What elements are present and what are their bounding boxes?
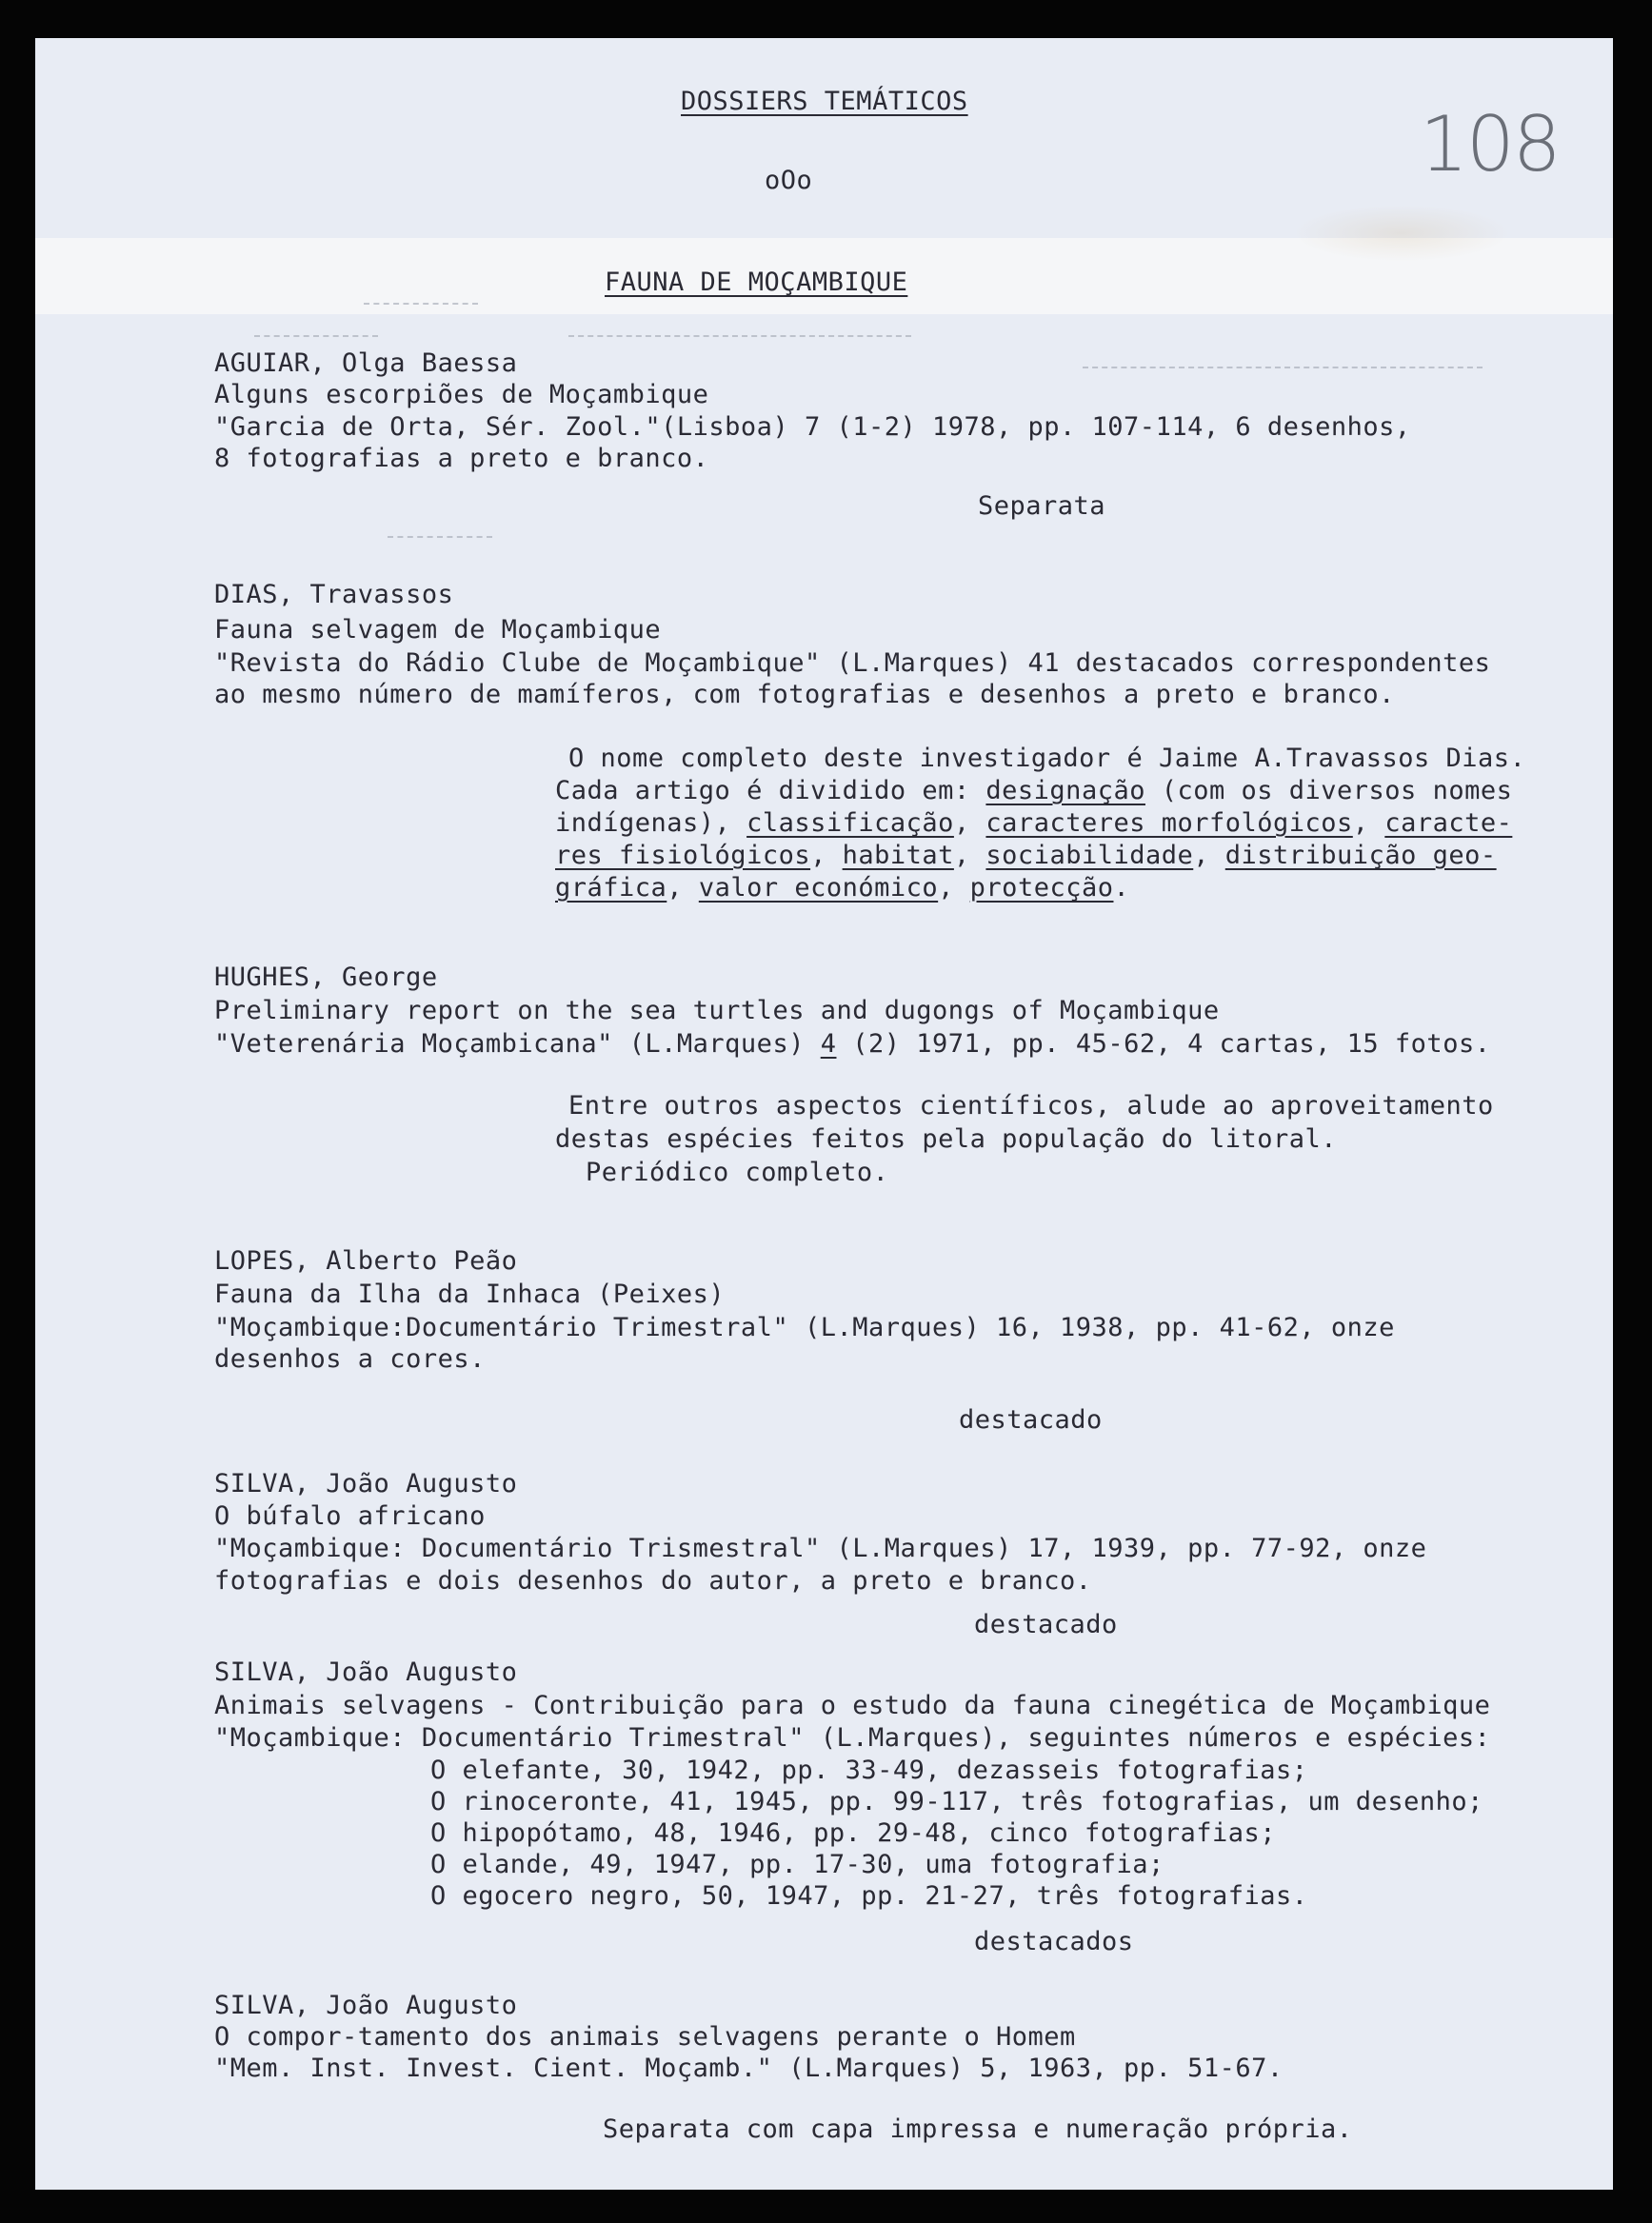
entry-title: Fauna da Ilha da Inhaca (Peixes)	[214, 1280, 726, 1309]
faint-mark	[364, 303, 478, 305]
list-item: O hipopótamo, 48, 1946, pp. 29-48, cinco fotografias;	[430, 1818, 1277, 1848]
list-item: O egocero negro, 50, 1947, pp. 21-27, três fotografias.	[430, 1881, 1308, 1911]
entry-tag: destacado	[974, 1610, 1118, 1639]
entry-reference: desenhos a cores.	[214, 1344, 486, 1374]
header-separator: oOo	[765, 166, 813, 195]
entry-author: DIAS, Travassos	[214, 580, 454, 609]
entry-title: O compor-tamento dos animais selvagens perante o Homem	[214, 2022, 1076, 2052]
entry-author: LOPES, Alberto Peão	[214, 1246, 518, 1276]
header-title: DOSSIERS TEMÁTICOS	[681, 87, 968, 116]
entry-title: Animais selvagens - Contribuição para o estudo da fauna cinegética de Moçambique	[214, 1691, 1491, 1720]
entry-author: SILVA, João Augusto	[214, 1991, 518, 2020]
subject-heading: FAUNA DE MOÇAMBIQUE	[605, 268, 908, 297]
entry-note: Cada artigo é dividido em: designação (com os diversos nomes	[555, 776, 1513, 805]
entry-reference: fotografias e dois desenhos do autor, a preto e branco.	[214, 1566, 1092, 1596]
entry-author: SILVA, João Augusto	[214, 1469, 518, 1499]
entry-title: Alguns escorpiões de Moçambique	[214, 380, 709, 409]
entry-author: HUGHES, George	[214, 963, 438, 992]
entry-author: SILVA, João Augusto	[214, 1657, 518, 1687]
list-item: O elefante, 30, 1942, pp. 33-49, dezasseis fotografias;	[430, 1756, 1308, 1785]
page-number: 108	[1420, 100, 1560, 189]
entry-reference: "Garcia de Orta, Sér. Zool."(Lisboa) 7 (1-2) 1978, pp. 107-114, 6 desenhos,	[214, 412, 1411, 442]
entry-reference: ao mesmo número de mamíferos, com fotografias e desenhos a preto e branco.	[214, 680, 1395, 709]
entry-reference: "Revista do Rádio Clube de Moçambique" (L.Marques) 41 destacados correspondentes	[214, 648, 1491, 678]
faint-mark	[388, 536, 492, 538]
entry-title: O búfalo africano	[214, 1501, 486, 1531]
entry-note: destas espécies feitos pela população do litoral.	[555, 1124, 1338, 1154]
entry-note: indígenas), classificação, caracteres morfológicos, caracte-	[555, 808, 1513, 838]
entry-note: Periódico completo.	[586, 1158, 889, 1187]
entry-title: Fauna selvagem de Moçambique	[214, 615, 662, 645]
entry-reference: "Moçambique: Documentário Trismestral" (L.Marques) 17, 1939, pp. 77-92, onze	[214, 1534, 1427, 1563]
entry-tag: destacados	[974, 1927, 1134, 1956]
entry-note: O nome completo deste investigador é Jaime A.Travassos Dias.	[568, 744, 1526, 773]
entry-title: Preliminary report on the sea turtles and dugongs of Moçambique	[214, 996, 1220, 1025]
entry-reference: "Mem. Inst. Invest. Cient. Moçamb." (L.Marques) 5, 1963, pp. 51-67.	[214, 2054, 1284, 2083]
entry-note: res fisiológicos, habitat, sociabilidade, distribuição geo-	[555, 841, 1497, 870]
entry-reference: "Moçambique:Documentário Trimestral" (L.Marques) 16, 1938, pp. 41-62, onze	[214, 1313, 1395, 1342]
faint-mark	[1083, 367, 1483, 368]
entry-tag: destacado	[959, 1405, 1103, 1435]
entry-note: gráfica, valor económico, protecção.	[555, 873, 1130, 903]
list-item: O elande, 49, 1947, pp. 17-30, uma fotografia;	[430, 1850, 1164, 1879]
document-page	[35, 38, 1613, 2190]
entry-reference: "Moçambique: Documentário Trimestral" (L.Marques), seguintes números e espécies:	[214, 1723, 1491, 1753]
paper-stain	[1292, 205, 1511, 262]
entry-tag: Separata	[978, 491, 1106, 521]
entry-author: AGUIAR, Olga Baessa	[214, 348, 518, 378]
faint-mark	[254, 335, 378, 337]
entry-note: Entre outros aspectos científicos, alude ao aproveitamento	[568, 1091, 1494, 1121]
list-item: O rinoceronte, 41, 1945, pp. 99-117, três fotografias, um desenho;	[430, 1787, 1483, 1816]
entry-tag: Separata com capa impressa e numeração própria.	[603, 2114, 1353, 2144]
entry-reference: 8 fotografias a preto e branco.	[214, 444, 709, 473]
faint-mark	[568, 335, 911, 337]
entry-reference: "Veterenária Moçambicana" (L.Marques) 4 (2) 1971, pp. 45-62, 4 cartas, 15 fotos.	[214, 1029, 1491, 1059]
